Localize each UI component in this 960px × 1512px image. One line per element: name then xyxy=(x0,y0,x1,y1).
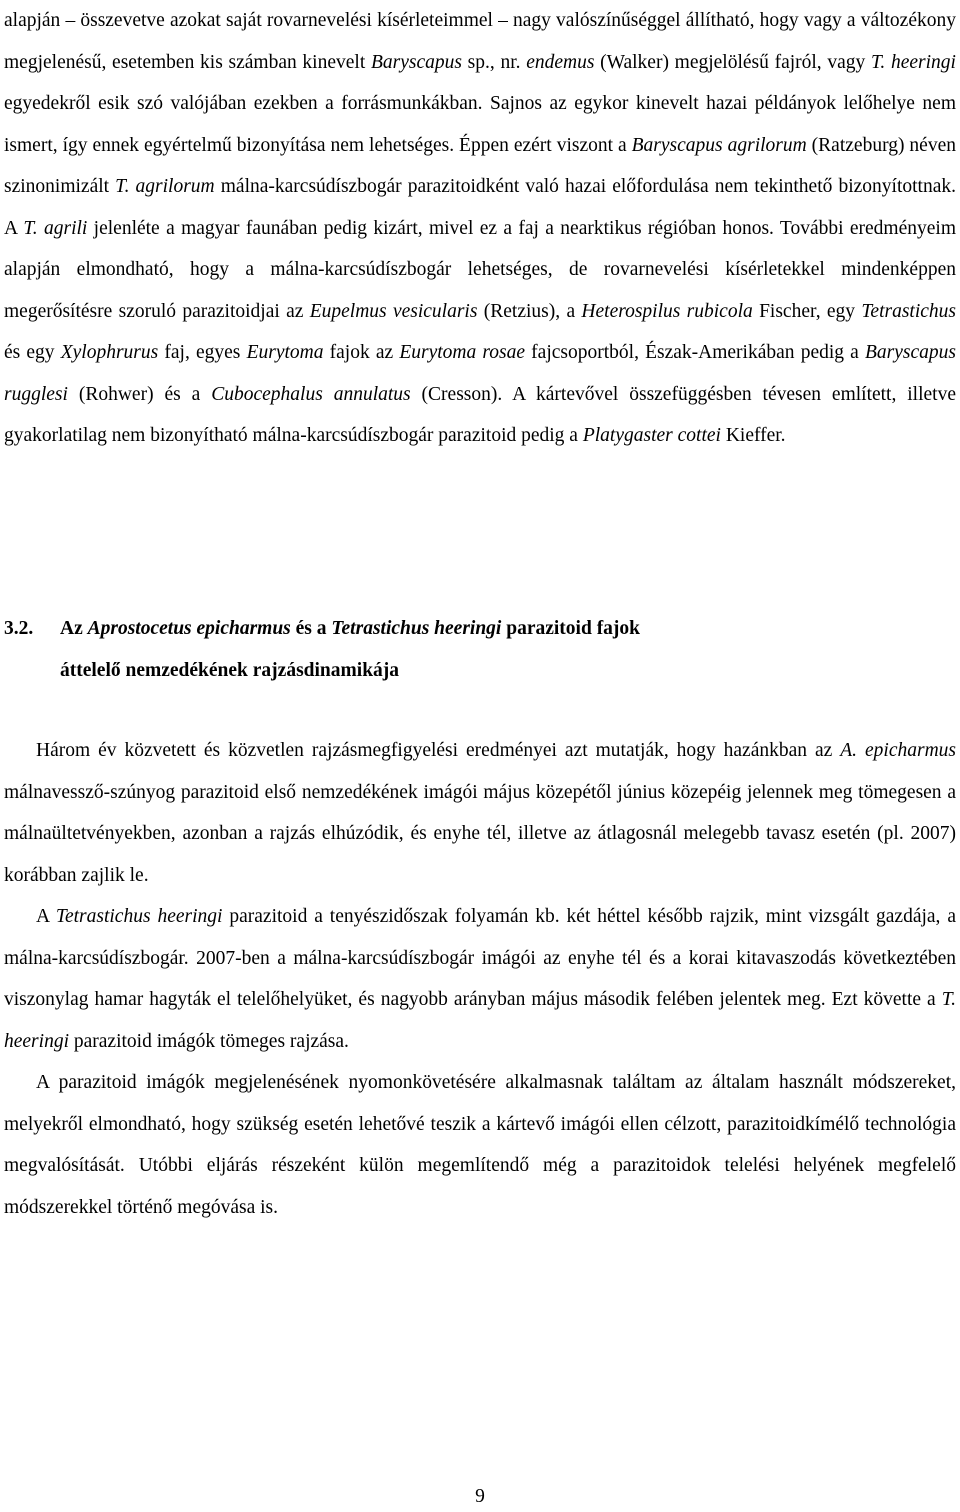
section-body xyxy=(4,730,956,1228)
text-run: málnavessző-szúnyog parazitoid első nemzedékének imágói május közepétől június közepéig jelennek meg tömegesen a málnaültetvényekben, azonban a rajzás elhúzódik, és enyhe tél, illetve az átlagosnál melegebb tavasz esetén (pl. 2007) korábban zajlik le. xyxy=(4,781,956,886)
section-heading-line1 xyxy=(4,608,956,650)
text-run: parazitoid imágók tömeges rajzása. xyxy=(68,1030,349,1052)
taxon-name: Eurytoma rosae xyxy=(399,342,526,363)
section-title xyxy=(60,618,640,639)
body-paragraph xyxy=(4,730,956,896)
body-paragraph xyxy=(4,896,956,1062)
taxon-name: Heterospilus rubicola xyxy=(581,300,753,322)
taxon-name: Cubocephalus annulatus xyxy=(211,383,411,405)
taxon-name: Platygaster cottei xyxy=(582,425,721,446)
text-run: Kieffer. xyxy=(720,425,786,446)
text-run: egyedekről esik szó valójában ezekben a forrásmunkákban. Sajnos az egykor kinevelt hazai példányok lelőhelye nem ismert, így ennek egyértelmű bizonyítása nem lehetséges. Éppen ezért viszont a xyxy=(4,93,956,156)
taxon-name: endemus xyxy=(526,51,595,73)
text-run: (Rohwer) és a xyxy=(67,383,212,405)
section-number: 3.2. xyxy=(4,618,34,639)
body-paragraph xyxy=(4,1062,956,1228)
taxon-name: T. agrilorum xyxy=(115,176,215,197)
taxon-name: Baryscapus agrilorum xyxy=(631,134,807,156)
text-run: Három év közvetett és közvetlen rajzásmegfigyelési eredményei azt mutatják, hogy hazánkban az xyxy=(36,740,841,761)
body-paragraph xyxy=(4,0,956,457)
text-run: fajok az xyxy=(323,342,400,363)
taxon-name: Eupelmus vesicularis xyxy=(309,300,478,322)
text-run: parazitoid a tenyészidőszak folyamán kb. két héttel később rajzik, mint vizsgált gazdája, a málna-karcsúdíszbogár. 2007-ben a málna-karcsúdíszbogár imágói az enyhe tél és a korai kitavaszodás következtében viszonylag hamar hagyták el telelőhelyüket, és nagyobb arányban május második felében jelentek meg. Ezt követte a xyxy=(4,906,956,1010)
page-number: 9 xyxy=(475,1486,485,1507)
text-run: fajcsoportból, Észak-Amerikában pedig a xyxy=(525,342,865,363)
text-run: Fischer, egy xyxy=(752,300,862,322)
taxon-name: T. heeringi xyxy=(4,989,956,1052)
text-run: jelenléte a magyar faunában pedig kizárt, mivel ez a faj a nearktikus régióban honos. További eredményeim alapján elmondható, hogy a málna-karcsúdíszbogár lehetséges, de rovarnevelési kísérletekkel mindenképpen megerősítésre szoruló parazitoidjai az xyxy=(4,217,956,322)
taxon-name: Eurytoma xyxy=(246,342,324,363)
text-run: A xyxy=(36,906,56,927)
text-run: (Walker) megjelölésű fajról, vagy xyxy=(594,51,871,73)
section-title-continued: áttelelő nemzedékének rajzásdinamikája xyxy=(60,659,400,681)
taxon-name: Baryscapus rugglesi xyxy=(4,342,956,405)
text-run: parazitoid fajok xyxy=(501,618,641,639)
text-run: sp., nr. xyxy=(461,51,527,73)
text-run: Az xyxy=(60,618,88,639)
text-run: faj, egyes xyxy=(158,342,247,363)
text-run: (Retzius), a xyxy=(477,300,582,322)
text-run: és egy xyxy=(4,342,61,363)
taxon-name: A. epicharmus xyxy=(840,740,957,761)
taxon-name: Tetrastichus heeringi xyxy=(55,906,223,927)
taxon-name: Baryscapus xyxy=(370,51,462,73)
text-run: és a xyxy=(290,618,332,639)
taxon-name: T. heeringi xyxy=(871,51,956,73)
text-run: (Ratzeburg) néven szinonimizált xyxy=(4,134,956,197)
section-heading xyxy=(4,608,956,691)
taxon-name: Aprostocetus epicharmus xyxy=(87,618,291,639)
taxon-name: Tetrastichus heeringi xyxy=(331,618,502,639)
text-run: (Cresson). A kártevővel összefüggésben tévesen említett, illetve gyakorlatilag nem bizonyítható málna-karcsúdíszbogár parazitoid pedig a xyxy=(4,383,956,446)
text-run: alapján – összevetve azokat saját rovarnevelési kísérleteimmel – nagy valószínűséggel állítható, hogy vagy a változékony megjelenésű, esetemben kis számban kinevelt xyxy=(4,10,956,73)
taxon-name: T. agrili xyxy=(23,217,88,239)
text-run: málna-karcsúdíszbogár parazitoidként való hazai előfordulása nem tekinthető bizonyítottnak. A xyxy=(4,176,957,239)
taxon-name: Xylophrurus xyxy=(60,342,159,363)
text-run: A parazitoid imágók megjelenésének nyomonkövetésére alkalmasnak találtam az általam használt módszereket, melyekről elmondható, hogy szükség esetén lehetővé teszik a kártevő imágói ellen célzott, parazitoidkímélő technológia megvalósítását. Utóbbi eljárás részeként külön megemlítendő még a parazitoidok telelési helyének megfelelő módszerekkel történő megóvása is. xyxy=(4,1072,956,1218)
taxon-name: Tetrastichus xyxy=(861,300,957,322)
